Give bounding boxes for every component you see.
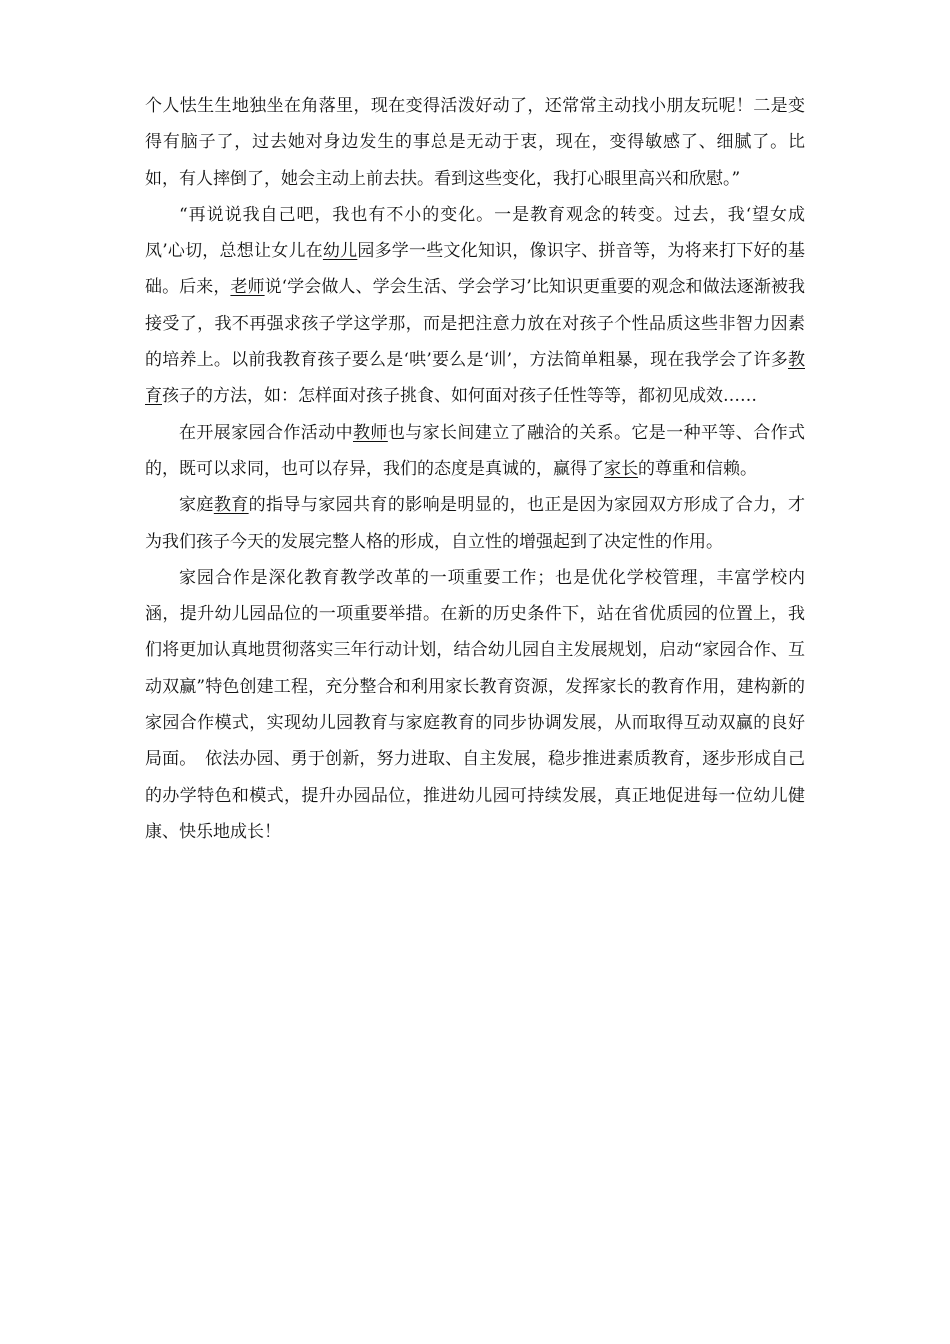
paragraph-text: 个人怯生生地独坐在角落里，现在变得活泼好动了，还常常主动找小朋友玩呢！二是变得有脑子了，过去她对身边发生的事总是无动于衷，现在，变得敏感了、细腻了。比如，有人摔倒了，她会主动上前去扶。看到这些变化，我打心眼里高兴和欣慰。” bbox=[145, 96, 805, 189]
keyword-link-youer[interactable]: 幼儿 bbox=[322, 241, 358, 262]
paragraph-text: 的尊重和信赖。 bbox=[638, 458, 757, 479]
keyword-link-jiaoyu[interactable]: 教育 bbox=[145, 350, 805, 407]
paragraph-text: 家庭 bbox=[179, 495, 214, 516]
document-page bbox=[145, 88, 805, 850]
paragraph-text: 园多学一些文化知识，像识字、拼音等，为将来打下好的基础。后来， bbox=[145, 241, 806, 298]
paragraph-text: 也与家长间建立了融洽的关系。它是一种平等、合作式的，既可以求同，也可以存异，我们的态度是真诚的，赢得了 bbox=[145, 422, 806, 479]
paragraph-text: 说‘学会做人、学会生活、学会学习’比知识更重要的观念和做法逐渐被我接受了，我不再强求孩子学这学那，而是把注意力放在对孩子个性品质这些非智力因素的培养上。以前我教育孩子要么是‘哄’要么是‘训’，方法简单粗暴，现在我学会了许多 bbox=[145, 277, 806, 371]
keyword-link-jiaoyu[interactable]: 教育 bbox=[213, 495, 249, 516]
keyword-link-jiaoshi[interactable]: 教师 bbox=[353, 422, 388, 443]
paragraph-text: “再说说我自己吧，我也有不小的变化。一是教育观念的转变。过去，我‘望女成凤’心切，总想让女儿在 bbox=[145, 204, 805, 262]
paragraph-text: 的指导与家园共育的影响是明显的，也正是因为家园双方形成了合力，才为我们孩子今天的发展完整人格的形成，自立性的增强起到了决定性的作用。 bbox=[145, 495, 806, 552]
paragraph-text: 在开展家园合作活动中 bbox=[179, 422, 353, 443]
paragraph-text: 孩子的方法，如：怎样面对孩子挑食、如何面对孩子任性等等，都初见成效…… bbox=[162, 386, 757, 407]
paragraph-5 bbox=[145, 560, 805, 850]
paragraph-1 bbox=[145, 88, 805, 197]
keyword-link-laoshi[interactable]: 老师 bbox=[230, 277, 265, 298]
paragraph-text: 家园合作是深化教育教学改革的一项重要工作；也是优化学校管理，丰富学校内涵，提升幼儿园品位的一项重要举措。在新的历史条件下，站在省优质园的位置上，我们将更加认真地贯彻落实三年行动计划，结合幼儿园自主发展规划，启动“家园合作、互动双赢”特色创建工程，充分整合和利用家长教育资源，发挥家长的教育作用，建构新的家园合作模式，实现幼儿园教育与家庭教育的同步协调发展，从而取得互动双赢的良好局面。 依法办园、勇于创新，努力进取、自主发展，稳步推进素质教育，逐步形成自己的办学特色和模式，提升办园品位，推进幼儿园可持续发展，真正地促进每一位幼儿健康、快乐地成长！ bbox=[145, 567, 805, 842]
keyword-link-jiazhang[interactable]: 家长 bbox=[604, 458, 638, 479]
paragraph-4 bbox=[145, 487, 805, 560]
paragraph-2 bbox=[145, 197, 805, 415]
paragraph-3 bbox=[145, 415, 805, 488]
